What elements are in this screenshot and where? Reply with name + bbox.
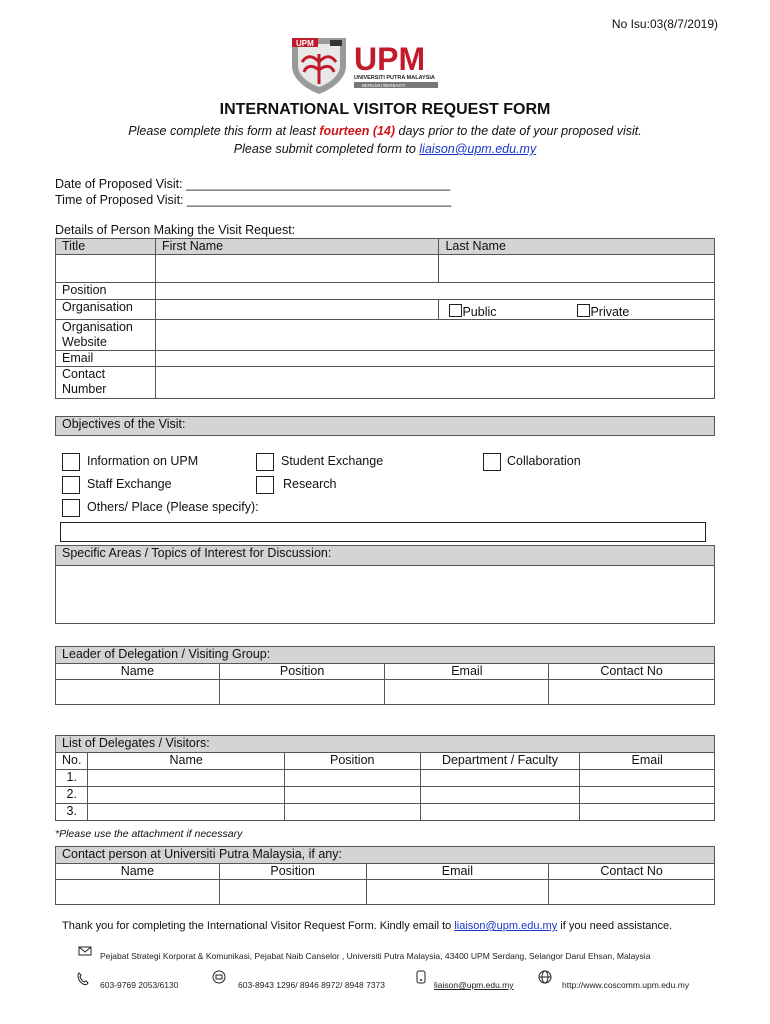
student-exchange-label: Student Exchange xyxy=(281,454,384,468)
topics-input[interactable] xyxy=(56,566,715,624)
private-option[interactable]: Private xyxy=(577,303,629,319)
contact-number-input[interactable] xyxy=(155,367,714,399)
contact-person-heading: Contact person at Universiti Putra Malaysia, if any: xyxy=(56,847,715,864)
assistance-email-link[interactable]: liaison@upm.edu.my xyxy=(454,920,558,932)
row-number: 1. xyxy=(56,770,88,787)
form-title: INTERNATIONAL VISITOR REQUEST FORM xyxy=(219,101,551,118)
attachment-note: *Please use the attachment if necessary xyxy=(55,828,243,840)
collaboration-label: Collaboration xyxy=(507,454,581,468)
table-row xyxy=(56,770,715,787)
instruction-line-1: Please complete this form at least fourteen (14) days prior to the date of your proposed visit. xyxy=(128,124,642,138)
delegate-email-input[interactable] xyxy=(580,787,715,804)
fax-icon xyxy=(212,970,226,984)
contact-number-input[interactable] xyxy=(549,880,715,905)
email-input[interactable] xyxy=(155,351,714,367)
instruction-line-2: Please submit completed form to liaison@upm.edu.my xyxy=(233,142,537,156)
delegate-name-input[interactable] xyxy=(88,804,284,821)
delegates-col-email: Email xyxy=(580,753,715,770)
leader-email-input[interactable] xyxy=(385,680,549,705)
row-number: 2. xyxy=(56,787,88,804)
leader-col-email: Email xyxy=(385,664,549,680)
delegates-col-department: Department / Faculty xyxy=(420,753,580,770)
first-name-input[interactable] xyxy=(155,255,439,283)
delegate-department-input[interactable] xyxy=(420,770,580,787)
contact-col-name: Name xyxy=(56,864,220,880)
row-number: 3. xyxy=(56,804,88,821)
office-address: Pejabat Strategi Korporat & Komunikasi, Pejabat Naib Canselor , Universiti Putra Malaysia, 43400 UPM Serdang, Selangor Darul Ehsan, Malaysia xyxy=(100,951,651,961)
student-exchange-checkbox[interactable] xyxy=(256,453,274,471)
others-label: Others/ Place (Please specify): xyxy=(87,500,259,514)
delegates-heading: List of Delegates / Visitors: xyxy=(56,736,715,753)
submit-email-link[interactable]: liaison@upm.edu.my xyxy=(419,142,537,156)
topics-heading: Specific Areas / Topics of Interest for Discussion: xyxy=(56,546,715,566)
delegate-department-input[interactable] xyxy=(420,787,580,804)
organisation-label: Organisation xyxy=(56,300,156,320)
organisation-input[interactable] xyxy=(155,300,439,320)
leader-col-name: Name xyxy=(56,664,220,680)
email-label: Email xyxy=(56,351,156,367)
org-website-input[interactable] xyxy=(155,320,714,351)
fax-number: 603-8943 1296/ 8946 8972/ 8948 7373 xyxy=(238,980,385,990)
staff-exchange-label: Staff Exchange xyxy=(87,477,172,491)
email-icon xyxy=(414,970,428,984)
logo-motto: BERILMU BERBAKTI xyxy=(362,83,406,88)
website-url[interactable]: http://www.coscomm.upm.edu.my xyxy=(562,980,690,990)
date-of-visit-field[interactable]: Date of Proposed Visit: ______________________________________ xyxy=(55,177,451,191)
mail-icon xyxy=(78,944,92,958)
research-checkbox[interactable] xyxy=(256,476,274,494)
delegates-col-position: Position xyxy=(284,753,420,770)
contact-number-label: Contact Number xyxy=(56,367,156,399)
delegate-email-input[interactable] xyxy=(580,770,715,787)
others-specify-input[interactable] xyxy=(60,522,706,542)
leader-col-contact: Contact No xyxy=(549,664,715,680)
contact-col-email: Email xyxy=(366,864,549,880)
phone-number: 603-9769 2053/6130 xyxy=(100,980,179,990)
information-on-upm-checkbox[interactable] xyxy=(62,453,80,471)
title-input[interactable] xyxy=(56,255,156,283)
public-checkbox[interactable] xyxy=(449,304,462,317)
delegate-position-input[interactable] xyxy=(284,770,420,787)
leader-name-input[interactable] xyxy=(56,680,220,705)
time-of-visit-field[interactable]: Time of Proposed Visit: ______________________________________ xyxy=(55,193,452,207)
leader-heading: Leader of Delegation / Visiting Group: xyxy=(56,647,715,664)
delegate-position-input[interactable] xyxy=(284,804,420,821)
leader-position-input[interactable] xyxy=(219,680,385,705)
delegate-name-input[interactable] xyxy=(88,787,284,804)
logo-name: UPM xyxy=(354,41,426,77)
contact-email-input[interactable] xyxy=(366,880,549,905)
objectives-table xyxy=(55,416,715,436)
topics-table xyxy=(55,545,715,624)
document-number: No Isu:03(8/7/2019) xyxy=(611,17,718,31)
delegate-name-input[interactable] xyxy=(88,770,284,787)
requester-heading: Details of Person Making the Visit Request: xyxy=(55,223,296,237)
delegates-col-name: Name xyxy=(88,753,284,770)
contact-col-contact: Contact No xyxy=(549,864,715,880)
footer-email-link[interactable]: liaison@upm.edu.my xyxy=(434,980,514,990)
leader-contact-input[interactable] xyxy=(549,680,715,705)
private-checkbox[interactable] xyxy=(577,304,590,317)
col-last-name: Last Name xyxy=(439,239,715,255)
contact-name-input[interactable] xyxy=(56,880,220,905)
upm-logo xyxy=(290,32,450,94)
staff-exchange-checkbox[interactable] xyxy=(62,476,80,494)
thank-you-note: Thank you for completing the International Visitor Request Form. Kindly email to liaison@upm.edu.my if you need assistance. xyxy=(62,920,673,932)
logo-emblem-text: UPM xyxy=(296,39,314,48)
information-on-upm-label: Information on UPM xyxy=(87,454,199,468)
research-label: Research xyxy=(283,477,337,491)
delegates-col-no: No. xyxy=(56,753,88,770)
org-website-label: Organisation Website xyxy=(56,320,156,351)
leader-col-position: Position xyxy=(219,664,385,680)
col-title: Title xyxy=(56,239,156,255)
phone-icon xyxy=(76,972,90,986)
table-row xyxy=(56,787,715,804)
logo-subtitle: UNIVERSITI PUTRA MALAYSIA xyxy=(354,75,435,81)
requester-table xyxy=(55,238,715,399)
position-input[interactable] xyxy=(155,283,714,300)
leader-table xyxy=(55,646,715,705)
contact-person-table xyxy=(55,846,715,905)
web-icon xyxy=(538,970,552,984)
last-name-input[interactable] xyxy=(439,255,715,283)
delegates-table xyxy=(55,735,715,821)
contact-col-position: Position xyxy=(219,864,366,880)
delegate-department-input[interactable] xyxy=(420,804,580,821)
table-row xyxy=(56,804,715,821)
contact-position-input[interactable] xyxy=(219,880,366,905)
others-checkbox[interactable] xyxy=(62,499,80,517)
delegate-email-input[interactable] xyxy=(580,804,715,821)
public-option[interactable]: Public xyxy=(449,303,496,319)
org-type-cell xyxy=(439,300,715,320)
objectives-heading: Objectives of the Visit: xyxy=(56,417,715,436)
delegate-position-input[interactable] xyxy=(284,787,420,804)
collaboration-checkbox[interactable] xyxy=(483,453,501,471)
col-first-name: First Name xyxy=(155,239,439,255)
position-label: Position xyxy=(56,283,156,300)
